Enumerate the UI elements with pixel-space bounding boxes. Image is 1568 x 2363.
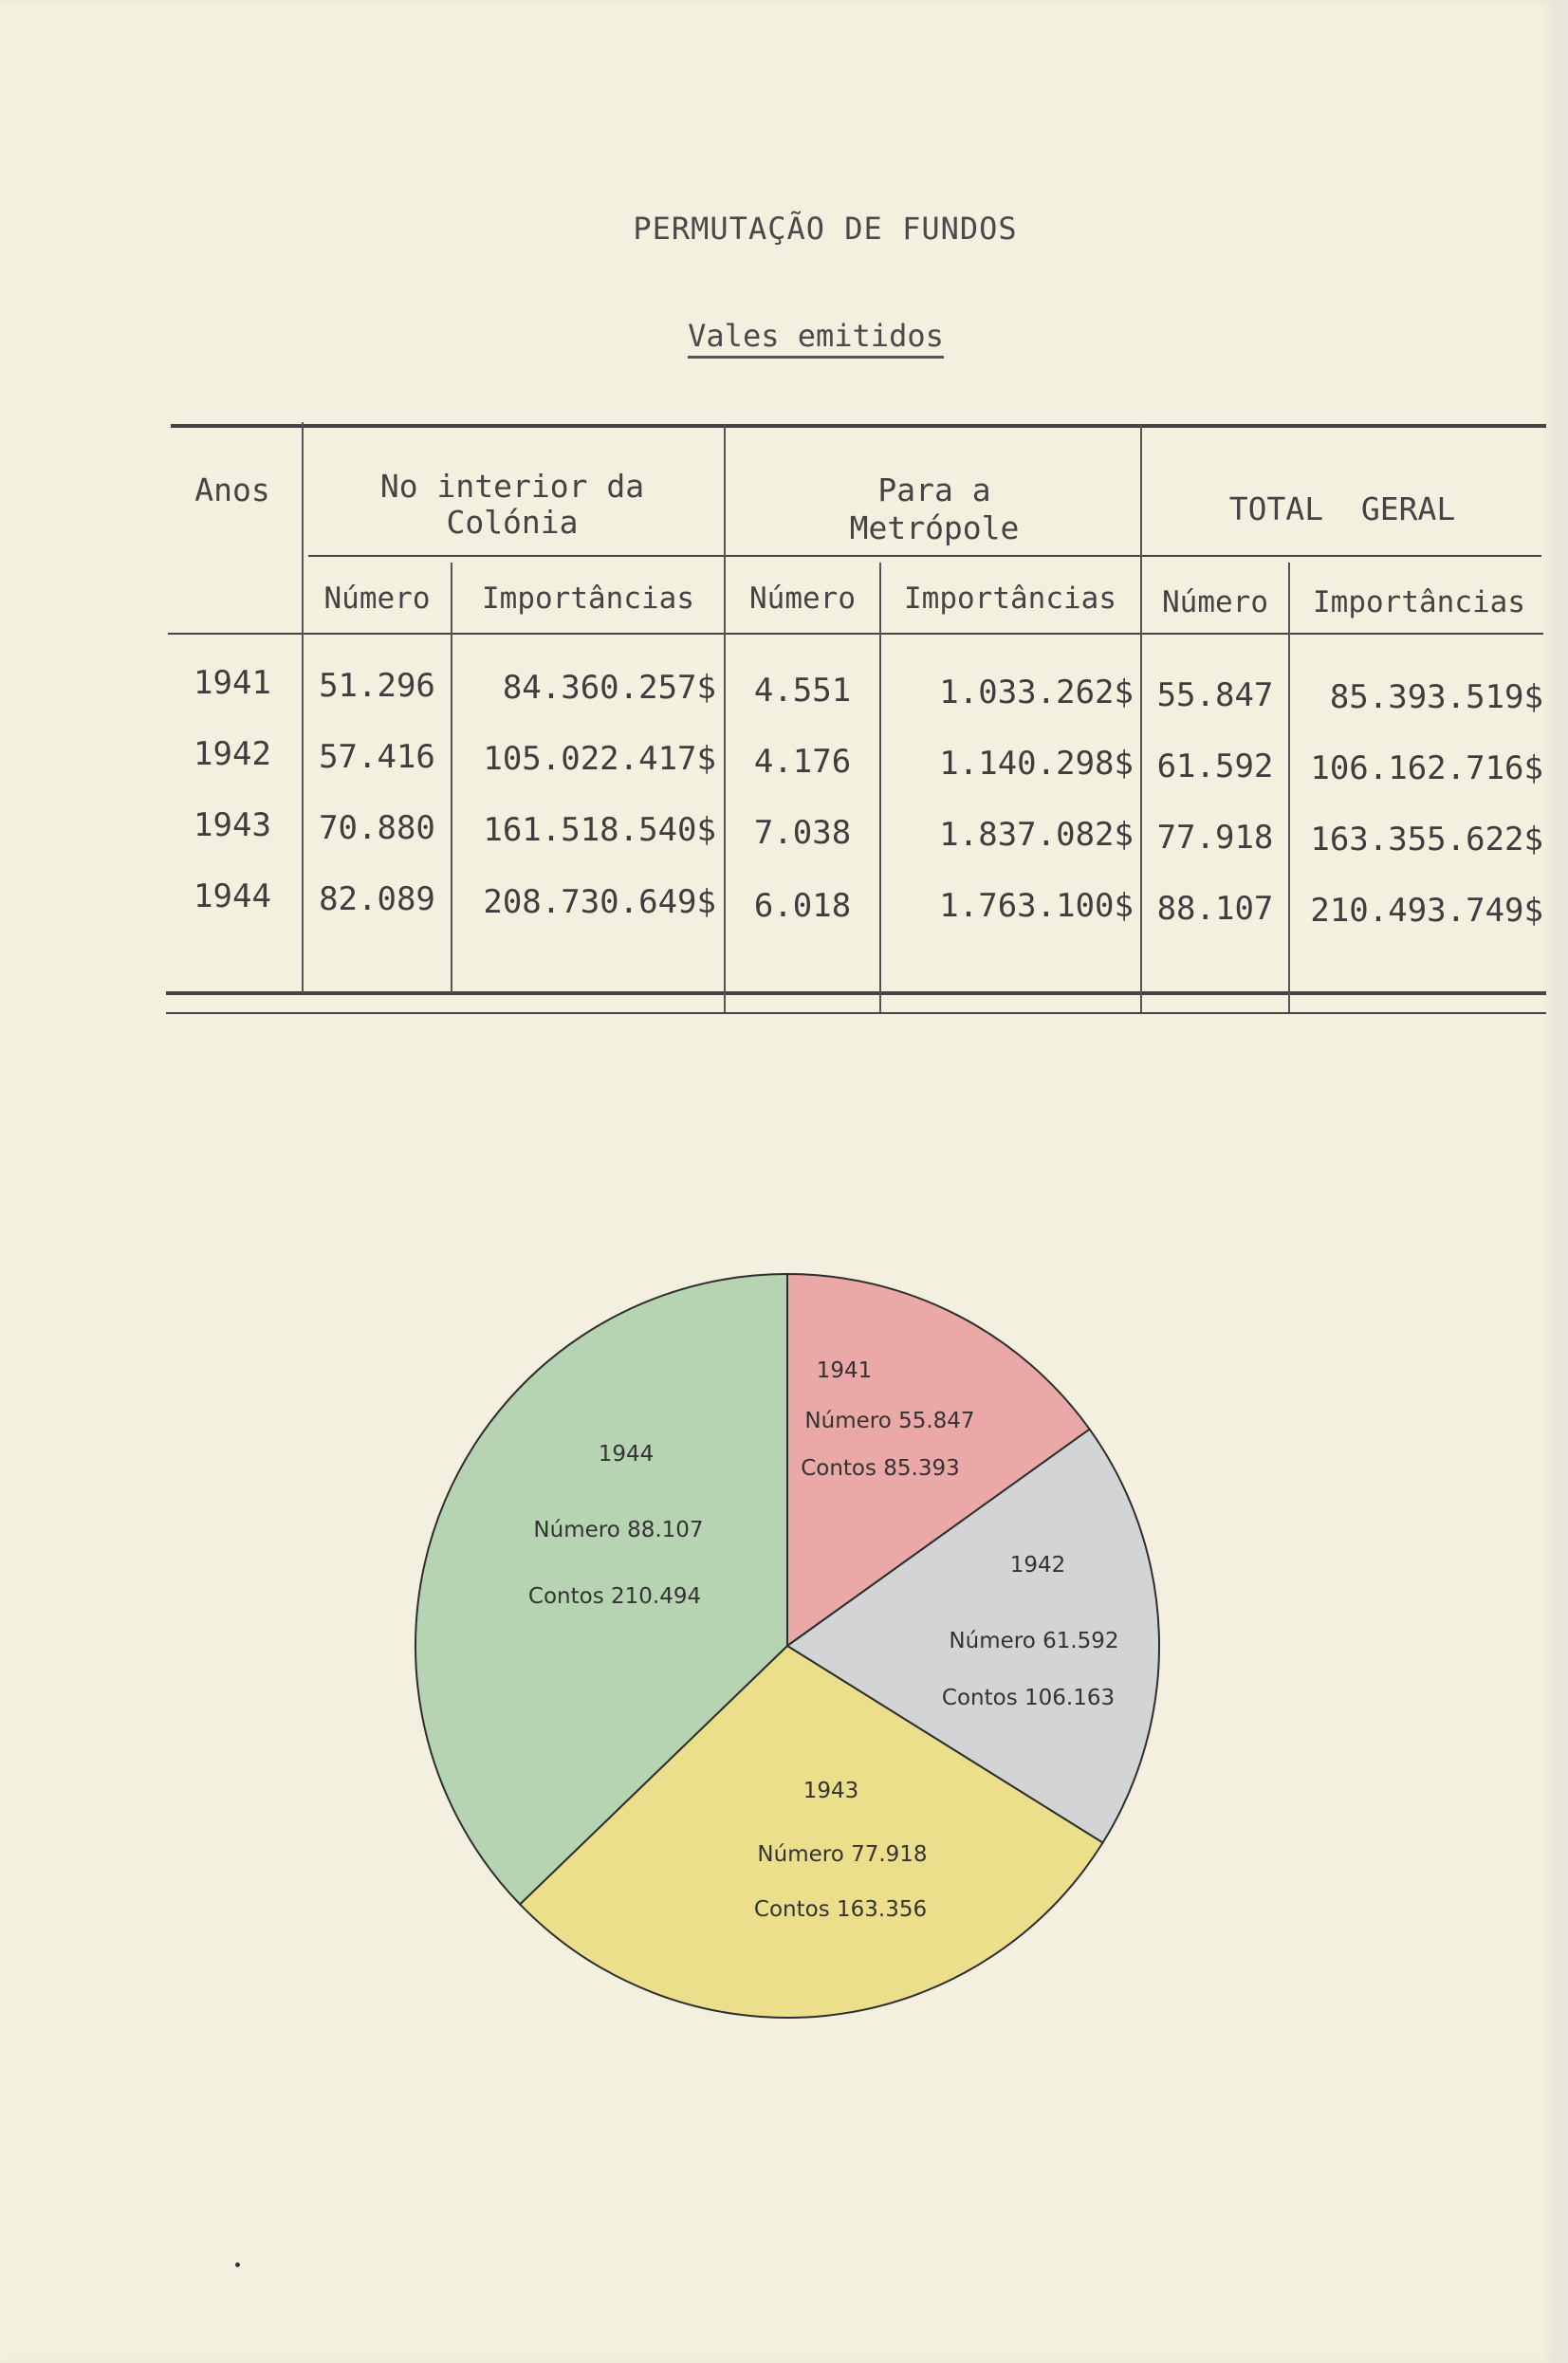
ink-dot — [235, 2262, 240, 2267]
pie-chart-svg — [408, 1266, 1167, 2025]
cell-ano: 1942 — [194, 735, 271, 773]
data-table — [166, 422, 1551, 1020]
cell-numero-interior: 82.089 — [319, 880, 435, 918]
table-divider — [724, 424, 726, 1012]
header-group-metropole-1: Para a — [877, 471, 991, 508]
cell-importancias-metropole: 1.837.082$ — [939, 816, 1134, 854]
table-top-rule — [171, 424, 1546, 428]
subheader-numero: Número — [1162, 585, 1268, 619]
slice-contos-label-1941: Contos 85.393 — [801, 1456, 960, 1481]
cell-importancias-metropole: 1.033.262$ — [939, 674, 1134, 711]
cell-numero-total: 88.107 — [1156, 890, 1274, 928]
header-group-total: TOTAL GERAL — [1228, 490, 1456, 527]
cell-importancias-interior: 84.360.257$ — [502, 669, 716, 707]
table-divider — [879, 563, 881, 1012]
header-group-metropole-2: Metrópole — [849, 509, 1020, 546]
slice-contos-label-1944: Contos 210.494 — [527, 1584, 702, 1609]
slice-year-label-1942: 1942 — [1009, 1553, 1066, 1578]
cell-importancias-total: 163.355.622$ — [1310, 821, 1543, 858]
table-divider — [302, 422, 304, 993]
table-header-rule — [308, 555, 1541, 557]
subheader-importancias: Importâncias — [1313, 585, 1525, 619]
cell-numero-interior: 70.880 — [319, 809, 435, 847]
cell-numero-metropole: 6.018 — [753, 887, 852, 925]
cell-numero-interior: 51.296 — [319, 667, 435, 705]
cell-numero-metropole: 4.176 — [753, 743, 852, 781]
cell-ano: 1941 — [194, 664, 271, 702]
cell-numero-metropole: 4.551 — [753, 672, 852, 710]
table-divider — [1140, 424, 1142, 1012]
cell-importancias-total: 85.393.519$ — [1329, 678, 1543, 716]
slice-numero-label-1942: Número 61.592 — [949, 1629, 1119, 1653]
table-bottom-rule-2 — [166, 1012, 1546, 1014]
table-divider — [451, 563, 452, 993]
cell-numero-total: 55.847 — [1156, 676, 1274, 714]
slice-contos-label-1942: Contos 106.163 — [941, 1686, 1116, 1710]
page-subtitle — [664, 318, 968, 354]
cell-numero-interior: 57.416 — [319, 738, 435, 776]
page-subtitle-text: Vales emitidos — [688, 318, 944, 359]
table-subheader-rule — [168, 633, 1543, 635]
table-bottom-rule — [166, 991, 1546, 995]
subheader-importancias: Importâncias — [482, 582, 694, 616]
pie-chart — [408, 1266, 1167, 2025]
cell-ano: 1944 — [194, 877, 271, 915]
subheader-numero: Número — [323, 582, 431, 616]
cell-importancias-metropole: 1.763.100$ — [939, 887, 1134, 925]
header-group-interior-1: No interior da — [379, 468, 645, 505]
cell-importancias-interior: 105.022.417$ — [483, 740, 716, 778]
slice-year-label-1941: 1941 — [816, 1358, 873, 1383]
subheader-importancias: Importâncias — [904, 582, 1116, 616]
cell-importancias-total: 106.162.716$ — [1310, 749, 1543, 787]
cell-numero-metropole: 7.038 — [753, 814, 852, 852]
table-divider — [1288, 563, 1290, 1012]
slice-numero-label-1943: Número 77.918 — [757, 1842, 928, 1867]
header-anos: Anos — [194, 471, 270, 508]
page-edge — [1556, 0, 1568, 2363]
cell-importancias-interior: 208.730.649$ — [483, 883, 716, 921]
slice-numero-label-1941: Número 55.847 — [804, 1409, 975, 1433]
subheader-numero: Número — [749, 582, 856, 616]
slice-year-label-1944: 1944 — [598, 1442, 655, 1467]
header-group-interior-2: Colónia — [446, 504, 579, 541]
page-title: PERMUTAÇÃO DE FUNDOS — [633, 211, 1018, 247]
cell-numero-total: 77.918 — [1156, 819, 1274, 857]
cell-numero-total: 61.592 — [1156, 748, 1274, 785]
slice-contos-label-1943: Contos 163.356 — [753, 1897, 928, 1922]
cell-ano: 1943 — [194, 806, 271, 844]
cell-importancias-total: 210.493.749$ — [1310, 892, 1543, 930]
cell-importancias-metropole: 1.140.298$ — [939, 745, 1134, 783]
cell-importancias-interior: 161.518.540$ — [483, 811, 716, 849]
slice-numero-label-1944: Número 88.107 — [533, 1518, 704, 1542]
slice-year-label-1943: 1943 — [802, 1779, 859, 1803]
